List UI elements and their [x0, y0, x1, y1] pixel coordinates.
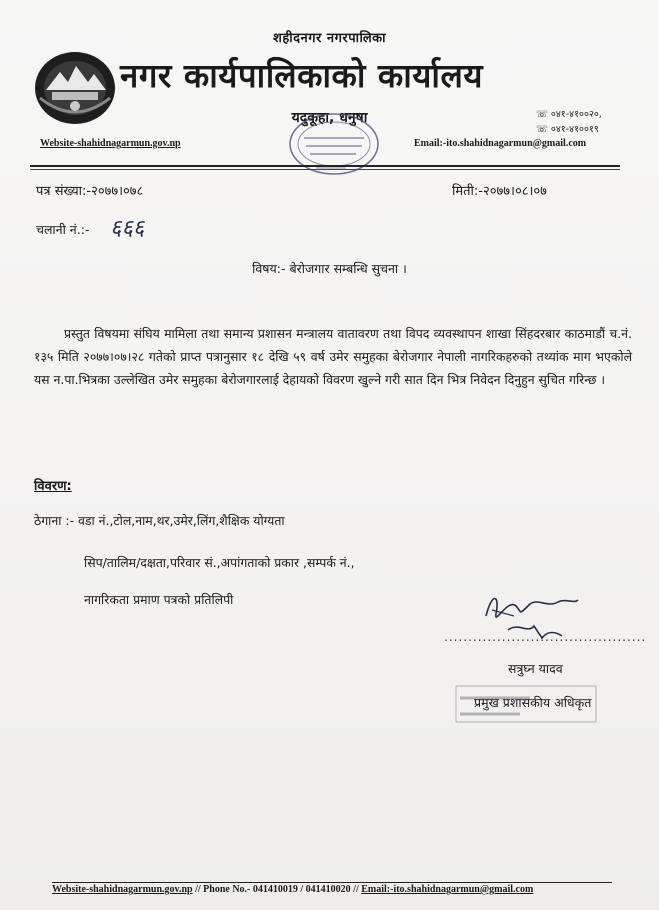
footer-email: Email:-ito.shahidnagarmun@gmail.com: [361, 884, 534, 895]
office-title: नगर कार्यपालिकाको कार्यालय: [120, 56, 483, 95]
header-email: Email:-ito.shahidnagarmun@gmail.com: [414, 138, 587, 149]
signature-line: ..........................................: [444, 630, 647, 644]
details-line-1: ठेगाना :- वडा नं.,टोल,नाम,थर,उमेर,लिंग,शैक्षिक योग्यता: [34, 513, 285, 528]
dispatch-label: चलानी नं.:-: [36, 222, 90, 237]
phone-number-2: ☏ ०४१-४१००१९: [536, 124, 599, 135]
details-heading: विवरण:: [34, 479, 72, 494]
header-rule: [30, 165, 620, 167]
details-line-2: सिप/तालिम/दक्षता,परिवार सं.,अपांगताको प्रकार ,सम्पर्क नं.,: [84, 555, 355, 570]
header-rule-thin: [30, 169, 620, 170]
footer-phone: // Phone No.- 041410019 / 041410020 //: [192, 884, 362, 895]
reference-number: पत्र संख्या:-२०७७।०७८: [36, 184, 144, 199]
phone-number-1: ☏ ०४१-४१००२०,: [536, 109, 602, 120]
footer-website: Website-shahidnagarmun.gov.np: [52, 884, 193, 895]
footer-rule: [52, 882, 612, 883]
municipality-name: शहीदनगर नगरपालिका: [272, 31, 387, 46]
footer-contact: [52, 884, 533, 895]
header-website: Website-shahidnagarmun.gov.np: [40, 138, 181, 149]
letter-subject: विषय:- बेरोजगार सम्बन्धि सुचना ।: [252, 261, 407, 276]
officer-designation: प्रमुख प्रशासकीय अधिकृत: [474, 695, 592, 710]
dispatch-number-handwritten: ६६६: [110, 216, 145, 241]
office-seal-stamp: [276, 108, 386, 183]
letter-date: मिती:-२०७७।०८।०७: [452, 184, 547, 199]
office-location: यदुकूहा, धनुषा: [291, 110, 368, 126]
details-line-3: नागरिकता प्रमाण पत्रको प्रतिलिपी: [84, 592, 234, 607]
letter-body: प्रस्तुत विषयमा संघिय मामिला तथा समान्य प्रशासन मन्त्रालय वातावरण तथा विपद व्यवस्थापन शाखा सिंहदरबार काठमाडौं च.नं. १३५ मिति २०७७।०७।२८ गतेको प्राप्त पत्रानुसार १८ देखि ५९ वर्ष उमेर समुहका बेरोजगार नेपाली नागरिकहरुको तथ्यांक माग भएकोले यस न.पा.भित्रका उल्लेखित उमेर समुहका बेरोजगारलाई देहायको विवरण खुल्ने गरी सात दिन भित्र निवेदन दिनुहुन सुचित गरिन्छ ।: [34, 326, 632, 387]
officer-name: सत्रुघ्न यादव: [508, 661, 563, 676]
